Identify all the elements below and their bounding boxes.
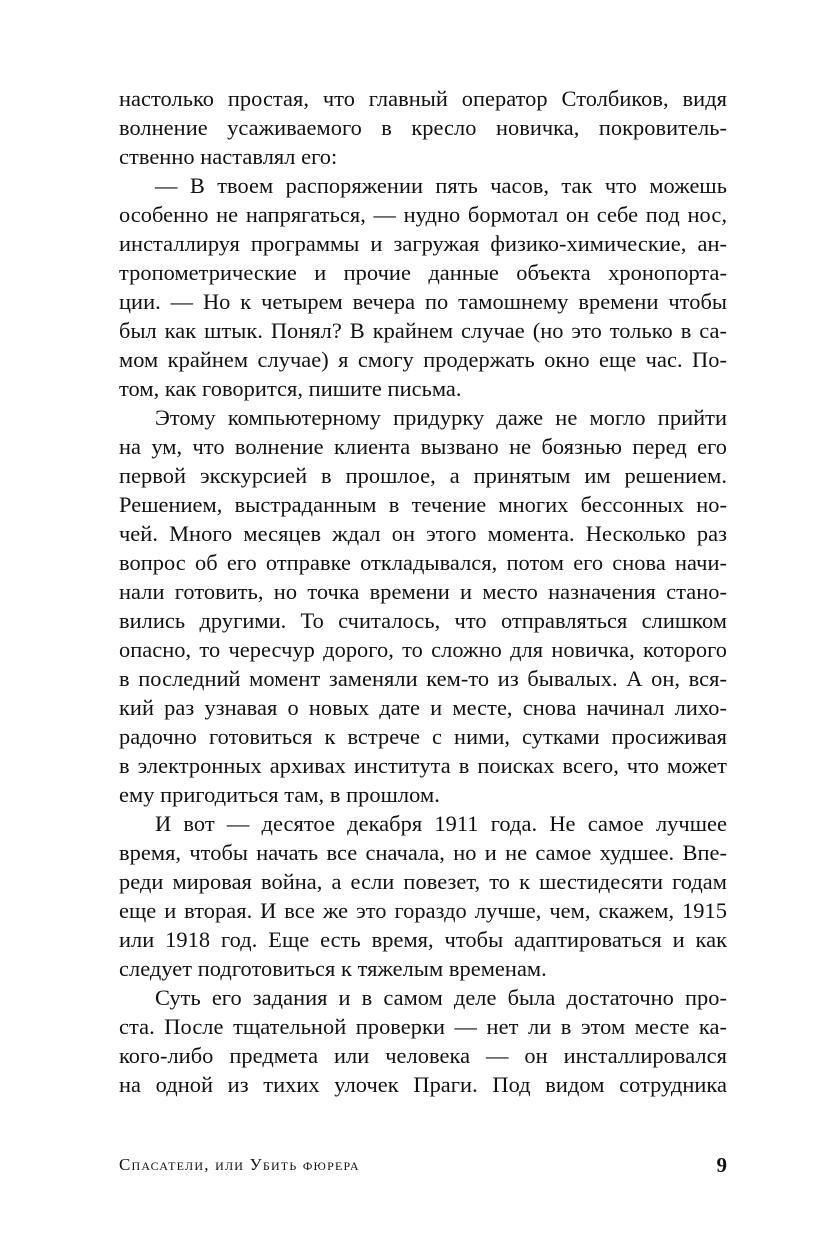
text-line: инсталлируя программы и загружая физико-химические, ан- [119, 231, 727, 256]
text-line: — В твоем распоряжении пять часов, так что можешь [155, 173, 727, 198]
text-line: нали готовить, но точка времени и место назначения стано- [119, 579, 727, 604]
body-text [119, 84, 727, 1099]
text-line: Этому компьютерному придурку даже не могло прийти [155, 405, 727, 430]
text-line: настолько простая, что главный оператор Столбиков, видя [119, 86, 727, 111]
text-line: еще и вторая. И все же это гораздо лучше, чем, скажем, 1915 [119, 898, 727, 923]
text-line: том, как говорится, пишите письма. [119, 376, 462, 401]
text-line: кого-либо предмета или человека — он инсталлировался [119, 1043, 727, 1068]
text-line: Суть его задания и в самом деле была достаточно про- [155, 985, 727, 1010]
text-line: в электронных архивах института в поисках всего, что может [119, 753, 727, 778]
text-line: кий раз узнавая о новых дате и месте, снова начинал лихо- [119, 695, 727, 720]
text-line: чей. Много месяцев ждал он этого момента. Несколько раз [119, 521, 727, 546]
text-line: первой экскурсией в прошлое, а принятым им решением. [119, 463, 727, 488]
text-line: ственно наставлял его: [119, 144, 338, 169]
text-line: в последний момент заменяли кем-то из бывалых. А он, вся- [119, 666, 727, 691]
text-line: вопрос об его отправке откладывался, потом его снова начи- [119, 550, 727, 575]
text-line: ему пригодиться там, в прошлом. [119, 782, 440, 807]
page-footer [119, 1150, 727, 1180]
text-line: на одной из тихих улочек Праги. Под видом сотрудника [119, 1072, 727, 1097]
text-line: ста. После тщательной проверки — нет ли в этом месте ка- [119, 1014, 727, 1039]
text-line: опасно, то чересчур дорого, то сложно для новичка, которого [119, 637, 727, 662]
text-line: следует подготовиться к тяжелым временам. [119, 956, 547, 981]
text-line: реди мировая война, а если повезет, то к шестидесяти годам [119, 869, 727, 894]
text-line: Решением, выстраданным в течение многих бессонных но- [119, 492, 727, 517]
text-line: на ум, что волнение клиента вызвано не боязнью перед его [119, 434, 727, 459]
text-line: ции. — Но к четырем вечера по тамошнему времени чтобы [119, 289, 727, 314]
text-line: И вот — десятое декабря 1911 года. Не самое лучшее [155, 811, 727, 836]
text-line: время, чтобы начать все сначала, но и не самое худшее. Впе- [119, 840, 727, 865]
text-line: волнение усаживаемого в кресло новичка, покровитель- [119, 115, 727, 140]
text-line: вились другими. То считалось, что отправляться слишком [119, 608, 727, 633]
running-title: Спасатели, или Убить фюрера [119, 1155, 360, 1174]
page-number: 9 [716, 1153, 727, 1177]
text-line: радочно готовиться к встрече с ними, сутками просиживая [119, 724, 727, 749]
text-line: особенно не напрягаться, — нудно бормотал он себе под нос, [119, 202, 727, 227]
text-line: был как штык. Понял? В крайнем случае (но это только в са- [119, 318, 727, 343]
text-line: или 1918 год. Еще есть время, чтобы адаптироваться и как [119, 927, 727, 952]
text-line: тропометрические и прочие данные объекта хронопорта- [119, 260, 727, 285]
text-line: мом крайнем случае) я смогу продержать окно еще час. По- [119, 347, 727, 372]
